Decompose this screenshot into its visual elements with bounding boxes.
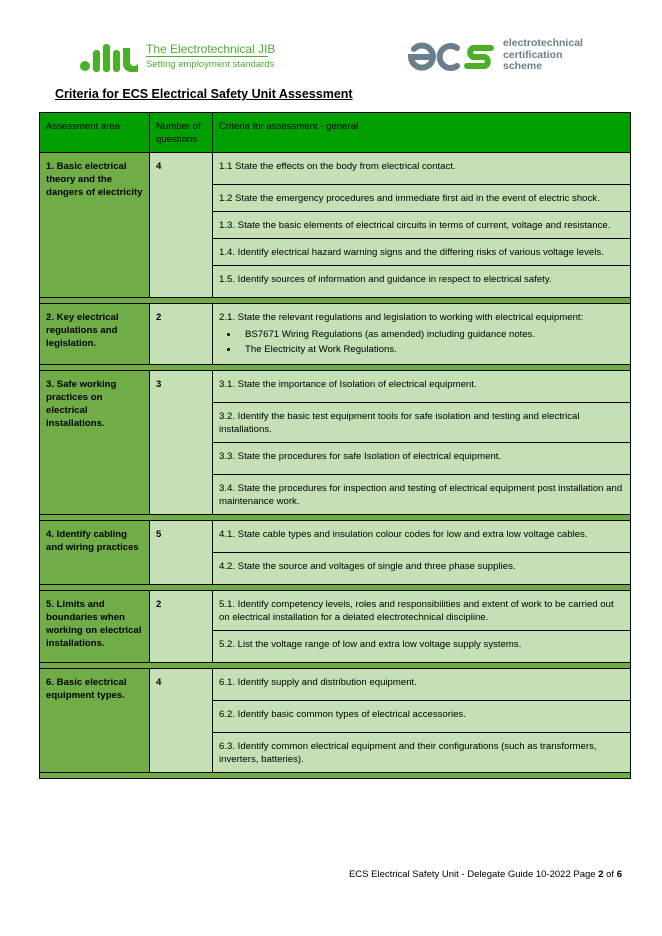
- page-number: 2: [598, 869, 604, 880]
- criteria-cell: 1.5. Identify sources of information and guidance in respect to electrical safety.: [213, 266, 631, 298]
- table-row: [40, 371, 631, 403]
- assessment-area-cell: 5. Limits and boundaries when working on electrical installations.: [40, 591, 150, 663]
- table-row: [40, 521, 631, 553]
- criteria-cell: 4.1. State cable types and insulation colour codes for low and extra low voltage cables.: [213, 521, 631, 553]
- ecs-name: [503, 38, 583, 73]
- criteria-cell: 3.3. State the procedures for safe Isolation of electrical equipment.: [213, 443, 631, 475]
- footer-text: ECS Electrical Safety Unit - Delegate Guide 10-2022 Page: [348, 869, 599, 880]
- jib-logo-icon: [80, 42, 140, 72]
- table-header-row: [40, 113, 631, 153]
- criteria-cell: 6.1. Identify supply and distribution equipment.: [213, 669, 631, 701]
- jib-divider: [146, 56, 268, 57]
- criteria-cell: 6.2. Identify basic common types of electrical accessories.: [213, 701, 631, 733]
- criteria-cell: 1.3. State the basic elements of electrical circuits in terms of current, voltage and resistance.: [213, 212, 631, 239]
- page-footer: [349, 869, 622, 880]
- header-assessment-area: Assessment area: [40, 113, 150, 153]
- criteria-cell: 3.2. Identify the basic test equipment tools for safe isolation and testing and electrical installations.: [213, 403, 631, 443]
- question-count-cell: 3: [150, 371, 213, 515]
- assessment-area-cell: 4. Identify cabling and wiring practices: [40, 521, 150, 585]
- criteria-cell: 6.3. Identify common electrical equipment and their configurations (such as transformers, inverters, batteries).: [213, 733, 631, 773]
- table-row: [40, 304, 631, 365]
- question-count-cell: 2: [150, 304, 213, 365]
- question-count-cell: 4: [150, 669, 213, 773]
- assessment-area-cell: 2. Key electrical regulations and legislation.: [40, 304, 150, 365]
- table-row: [40, 153, 631, 185]
- criteria-text: 2.1. State the relevant regulations and legislation to working with electrical equipment:: [219, 312, 584, 323]
- assessment-area-cell: 3. Safe working practices on electrical installations.: [40, 371, 150, 515]
- ecs-logo-icon: [405, 40, 497, 74]
- criteria-bullet-list: [219, 328, 624, 356]
- page-title: Criteria for ECS Electrical Safety Unit Assessment: [55, 87, 353, 101]
- jib-name: The Electrotechnical JIB: [146, 42, 276, 56]
- ecs-logo: [405, 38, 605, 78]
- table-row: [40, 669, 631, 701]
- criteria-cell: [213, 304, 631, 365]
- table-row: [40, 591, 631, 631]
- criteria-cell: 1.4. Identify electrical hazard warning signs and the differing risks of various voltage levels.: [213, 239, 631, 266]
- criteria-cell: 1.2 State the emergency procedures and immediate first aid in the event of electric shock.: [213, 185, 631, 212]
- page-total: 6: [616, 869, 622, 880]
- criteria-table: [39, 112, 631, 779]
- question-count-cell: 2: [150, 591, 213, 663]
- criteria-cell: 1.1 State the effects on the body from electrical contact.: [213, 153, 631, 185]
- ecs-name-line: certification: [503, 48, 563, 61]
- assessment-area-cell: 1. Basic electrical theory and the dangers of electricity: [40, 153, 150, 298]
- list-item: • BS7671 Wiring Regulations (as amended) including guidance notes.: [239, 328, 624, 341]
- criteria-cell: 5.1. Identify competency levels, roles and responsibilities and extent of work to be carried out on electrical installation for a delated electrotechnical discipline.: [213, 591, 631, 631]
- section-separator: [40, 773, 631, 779]
- jib-logo: [80, 40, 280, 74]
- header-criteria: Criteria for assessment - general: [213, 113, 631, 153]
- header-number-of-questions: Number of questions: [150, 113, 213, 153]
- criteria-cell: 4.2. State the source and voltages of single and three phase supplies.: [213, 553, 631, 585]
- question-count-cell: 4: [150, 153, 213, 298]
- criteria-cell: 5.2. List the voltage range of low and extra low voltage supply systems.: [213, 631, 631, 663]
- list-item: • The Electricity at Work Regulations.: [239, 343, 624, 356]
- jib-tagline: Setting employment standards: [146, 59, 275, 70]
- criteria-cell: 3.4. State the procedures for inspection and testing of electrical equipment post installation and maintenance work.: [213, 475, 631, 515]
- ecs-name-line: electrotechnical: [503, 37, 583, 49]
- assessment-area-cell: 6. Basic electrical equipment types.: [40, 669, 150, 773]
- criteria-cell: 3.1. State the importance of Isolation of electrical equipment.: [213, 371, 631, 403]
- ecs-name-line: scheme: [503, 60, 543, 72]
- question-count-cell: 5: [150, 521, 213, 585]
- footer-of: of: [603, 869, 617, 880]
